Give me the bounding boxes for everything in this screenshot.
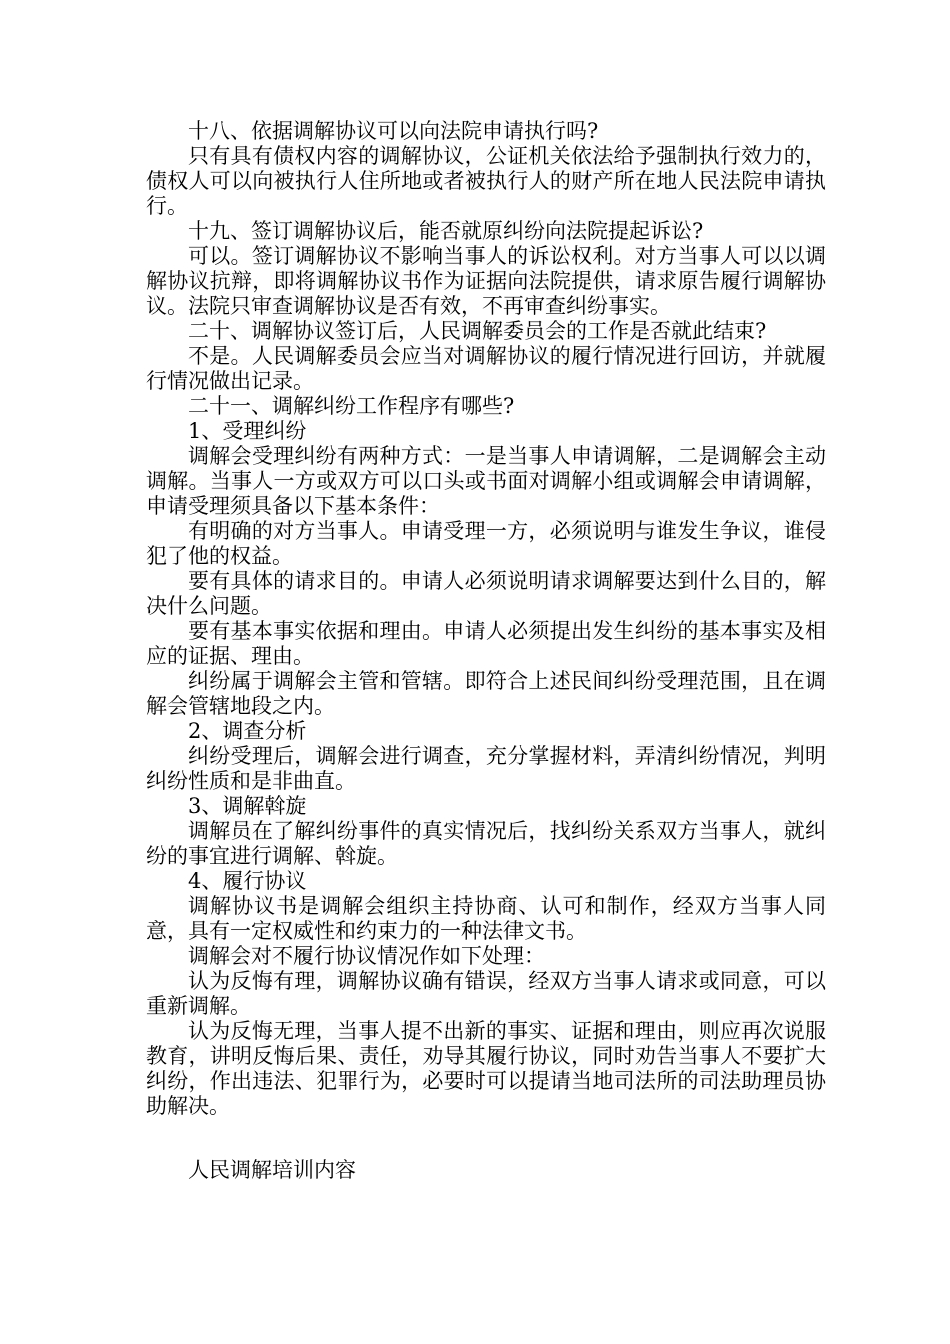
question-20-heading: 二十、调解协议签订后，人民调解委员会的工作是否就此结束? xyxy=(188,319,767,343)
step-3-paragraph: 调解员在了解纠纷事件的真实情况后，找纠纷关系双方当事人，就纠纷的事宜进行调解、斡旋。 xyxy=(146,819,826,868)
document-body xyxy=(146,119,826,1183)
step-1-intro-paragraph: 调解会受理纠纷有两种方式：一是当事人申请调解，二是调解会主动调解。当事人一方或双方可以口头或书面对调解小组或调解会申请调解，申请受理须具备以下基本条件： xyxy=(146,444,826,518)
condition-3-paragraph: 要有基本事实依据和理由。申请人必须提出发生纠纷的基本事实及相应的证据、理由。 xyxy=(146,619,826,668)
handling-case-1-paragraph: 认为反悔有理，调解协议确有错误，经双方当事人请求或同意，可以重新调解。 xyxy=(146,969,826,1018)
question-21-heading: 二十一、调解纠纷工作程序有哪些? xyxy=(188,394,515,418)
step-3-heading: 3、调解斡旋 xyxy=(188,794,307,818)
step-2-heading: 2、调查分析 xyxy=(188,719,307,743)
step-4-heading: 4、履行协议 xyxy=(188,869,307,893)
answer-20-paragraph: 不是。人民调解委员会应当对调解协议的履行情况进行回访，并就履行情况做出记录。 xyxy=(146,344,826,393)
condition-4-paragraph: 纠纷属于调解会主管和管辖。即符合上述民间纠纷受理范围，且在调解会管辖地段之内。 xyxy=(146,669,826,718)
answer-18-paragraph: 只有具有债权内容的调解协议，公证机关依法给予强制执行效力的，债权人可以向被执行人住所地或者被执行人的财产所在地人民法院申请执行。 xyxy=(146,144,826,218)
step-2-paragraph: 纠纷受理后，调解会进行调查，充分掌握材料，弄清纠纷情况，判明纠纷性质和是非曲直。 xyxy=(146,744,826,793)
condition-1-paragraph: 有明确的对方当事人。申请受理一方，必须说明与谁发生争议，谁侵犯了他的权益。 xyxy=(146,519,826,568)
condition-2-paragraph: 要有具体的请求目的。申请人必须说明请求调解要达到什么目的，解决什么问题。 xyxy=(146,569,826,618)
question-18-heading: 十八、依据调解协议可以向法院申请执行吗? xyxy=(188,119,599,143)
handling-case-2-paragraph: 认为反悔无理，当事人提不出新的事实、证据和理由，则应再次说服教育，讲明反悔后果、责任，劝导其履行协议，同时劝告当事人不要扩大纠纷，作出违法、犯罪行为，必要时可以提请当地司法所的司法助理员协助解决。 xyxy=(146,1019,826,1118)
blank-line xyxy=(146,1119,826,1144)
closing-title: 人民调解培训内容 xyxy=(188,1158,356,1182)
step-4-paragraph: 调解协议书是调解会组织主持协商、认可和制作，经双方当事人同意，具有一定权威性和约束力的一种法律文书。 xyxy=(146,894,826,943)
answer-19-paragraph: 可以。签订调解协议不影响当事人的诉讼权利。对方当事人可以以调解协议抗辩，即将调解协议书作为证据向法院提供，请求原告履行调解协议。法院只审查调解协议是否有效，不再审查纠纷事实。 xyxy=(146,244,826,318)
step-1-heading: 1、受理纠纷 xyxy=(188,419,307,443)
handling-intro-paragraph: 调解会对不履行协议情况作如下处理： xyxy=(188,944,545,968)
question-19-heading: 十九、签订调解协议后，能否就原纠纷向法院提起诉讼? xyxy=(188,219,704,243)
